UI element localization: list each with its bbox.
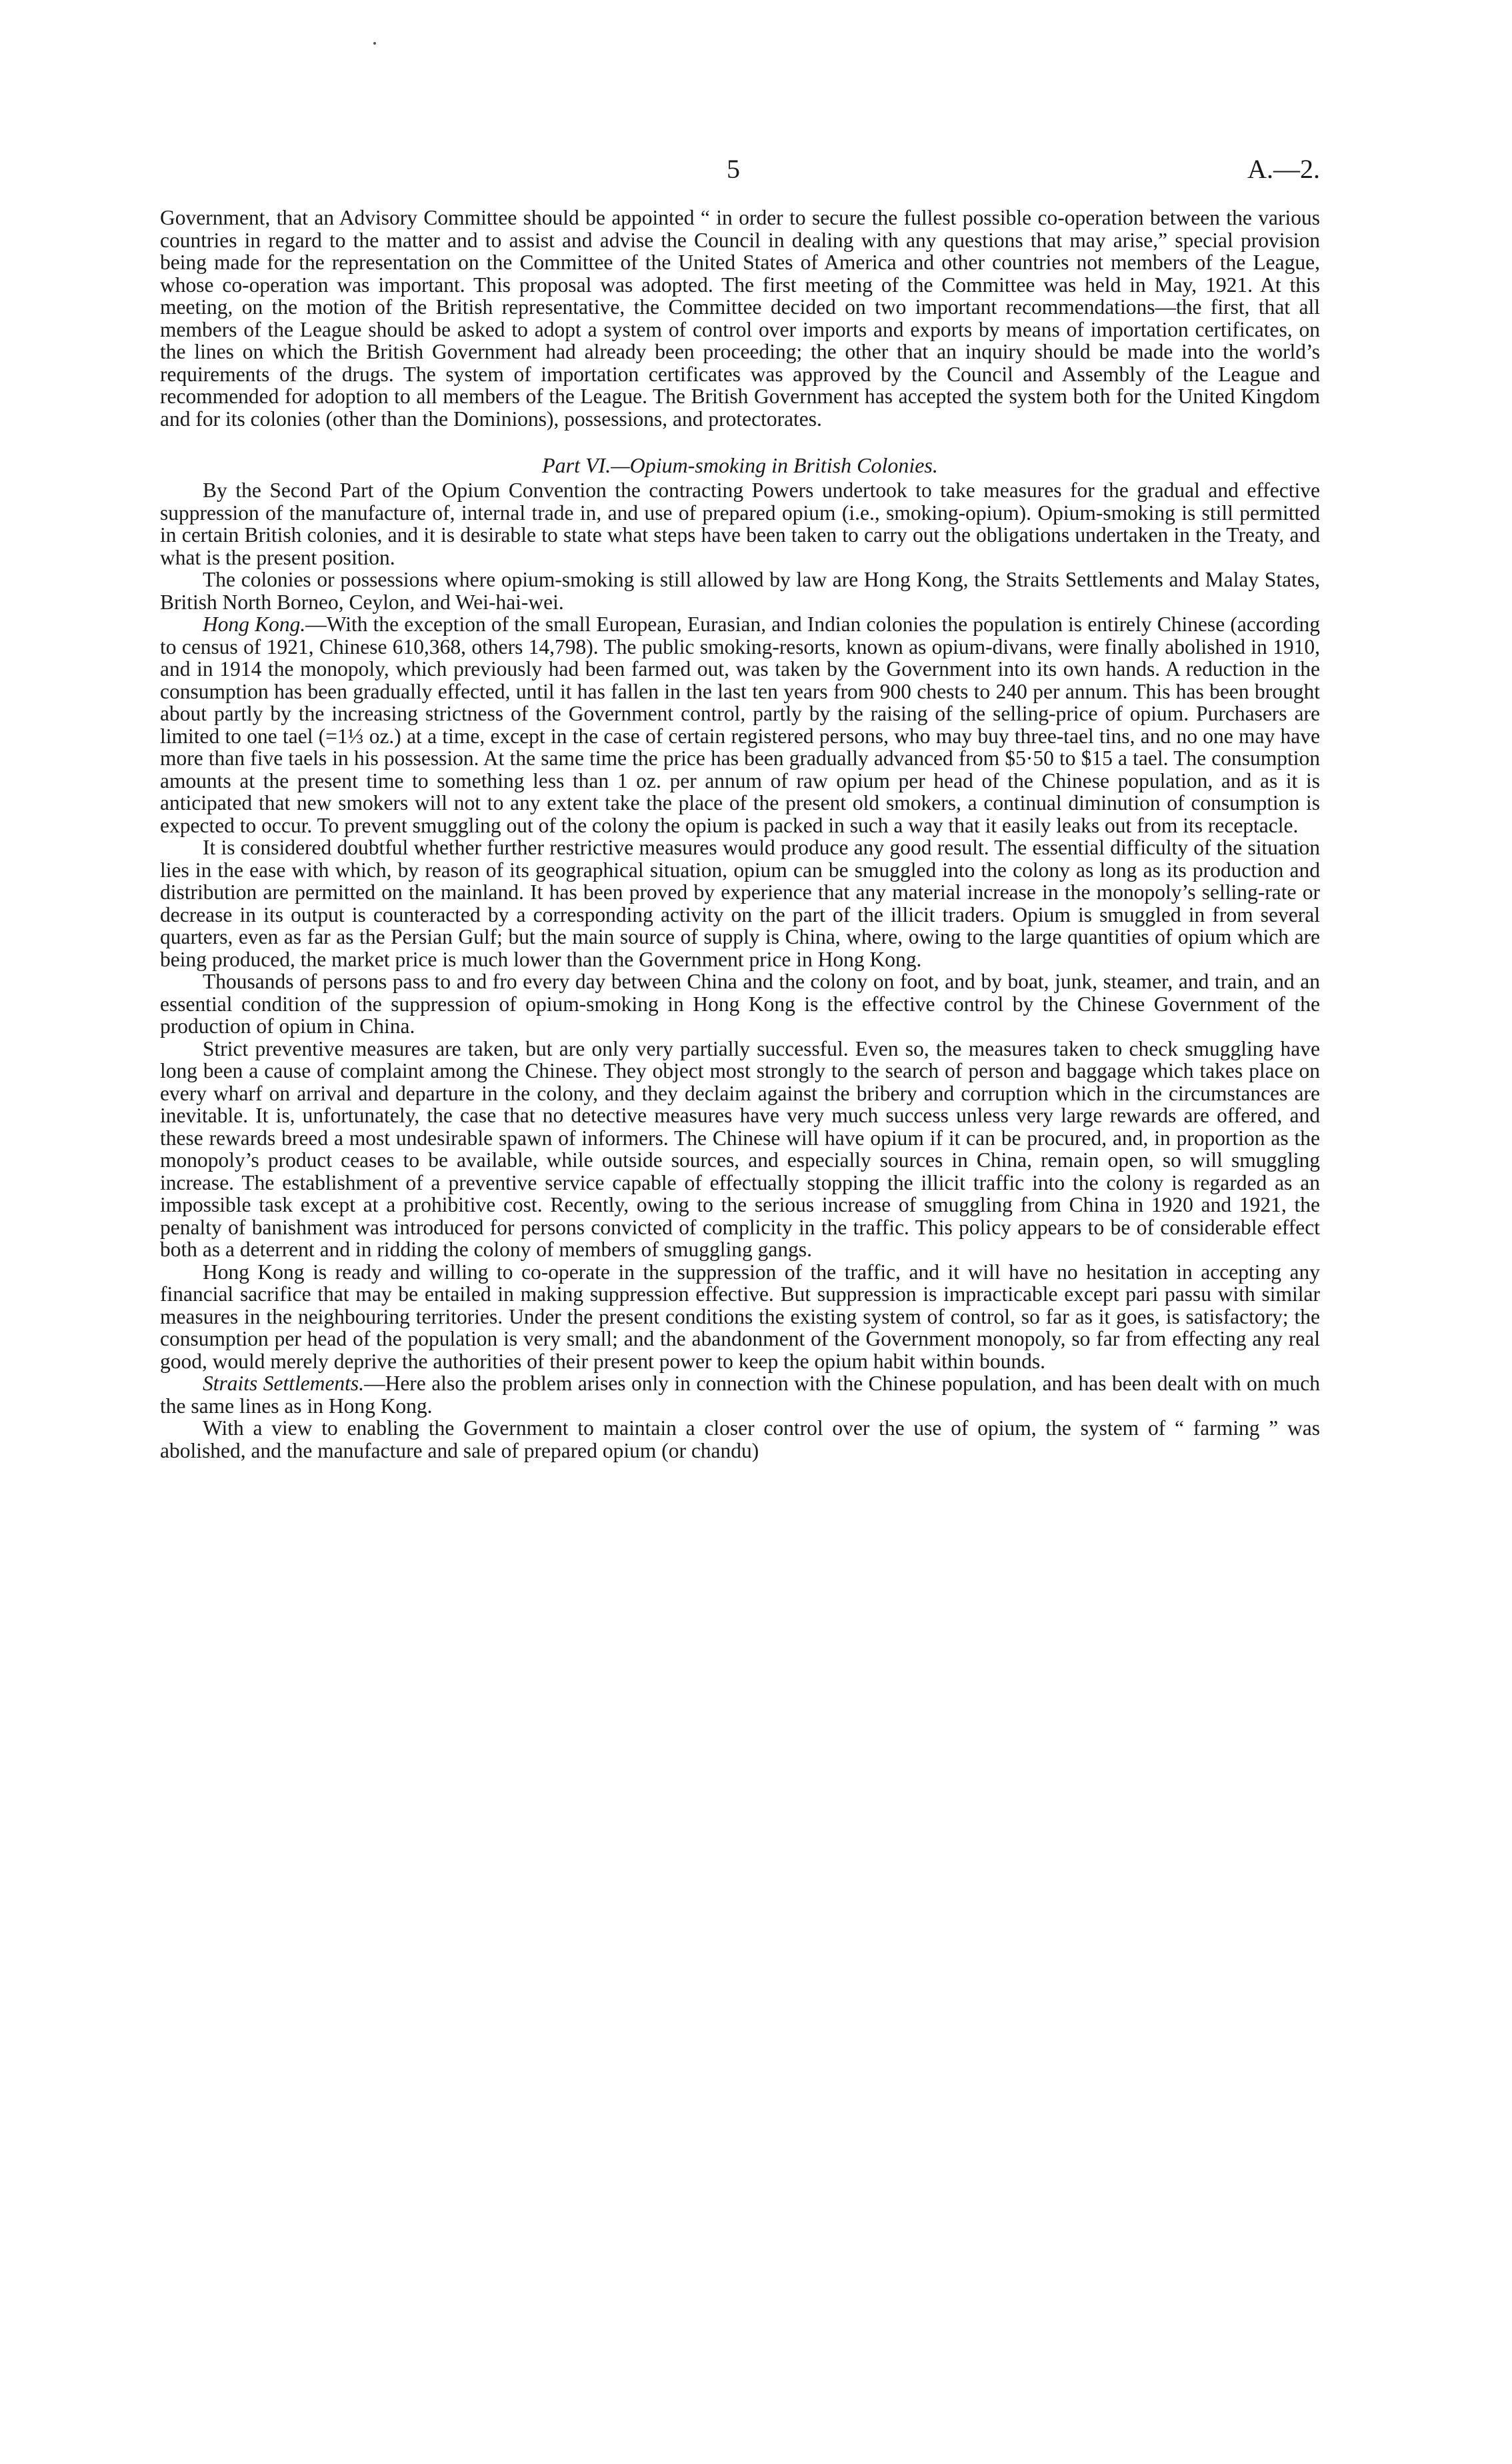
paragraph — [160, 1261, 1320, 1373]
paragraph-lead: Straits Settlements. — [203, 1372, 365, 1395]
paragraph — [160, 1038, 1320, 1261]
document-reference: A.—2. — [1247, 154, 1320, 184]
paragraph-text: Government, that an Advisory Committee should be appointed “ in order to secure the fullest possible co-operation between the various countries in regard to the matter and to assist and advise the Council in dealing with any questions that may arise,” special provision being made for the representation on the Committee of the United States of America and other countries not members of the League, whose co-operation was important. This proposal was adopted. The first meeting of the Committee was held in May, 1921. At this meeting, on the motion of the British representative, the Committee decided on two important recommendations—the first, that all members of the League should be asked to adopt a system of control over imports and exports by means of importation certificates, on the lines on which the British Government had already been proceeding; the other that an inquiry should be made into the world’s requirements of the drugs. The system of importation certificates was approved by the Council and Assembly of the League and recommended for adoption to all members of the League. The British Government has accepted the system both for the United Kingdom and for its colonies (other than the Dominions), possessions, and protectorates. — [160, 206, 1320, 431]
paragraph-text: —Here also the problem arises only in connection with the Chinese population, and has been dealt with on much the same lines as in Hong Kong. — [160, 1372, 1320, 1418]
paragraph — [160, 479, 1320, 569]
paragraph-text: Thousands of persons pass to and fro every day between China and the colony on foot, and by boat, junk, steamer, and train, and an essential condition of the suppression of opium-smoking in Hong Kong is the effective control by the Chinese Government of the production of opium in China. — [160, 970, 1320, 1038]
paragraph — [160, 1372, 1320, 1417]
paragraph — [160, 970, 1320, 1038]
paragraph-lead: Hong Kong. — [203, 613, 306, 636]
paragraph — [160, 1417, 1320, 1462]
paragraph-text: Hong Kong is ready and willing to co-operate in the suppression of the traffic, and it will have no hesitation in accepting any financial sacrifice that may be entailed in making suppression effective. But suppression is impracticable except pari passu with similar measures in the neighbouring territories. Under the present conditions the existing system of control, so far as it goes, is satisfactory; the consumption per head of the population is very small; and the abandonment of the Government monopoly, so far from effecting any real good, would merely deprive the authorities of their present power to keep the opium habit within bounds. — [160, 1260, 1320, 1373]
page-number: 5 — [727, 154, 740, 184]
paragraph-text: It is considered doubtful whether further restrictive measures would produce any good result. The essential difficulty of the situation lies in the ease with which, by reason of its geographical situation, opium can be smuggled into the colony as long as its production and distribution are permitted on the mainland. It has been proved by experience that any material increase in the monopoly’s selling-rate or decrease in its output is counteracted by a corresponding activity on the part of the illicit traders. Opium is smuggled in from several quarters, even as far as the Persian Gulf; but the main source of supply is China, where, owing to the large quantities of opium which are being produced, the market price is much lower than the Government price in Hong Kong. — [160, 836, 1320, 971]
page-header — [160, 153, 1320, 207]
paragraph-text: Strict preventive measures are taken, but are only very partially successful. Even so, the measures taken to check smuggling have long been a cause of complaint among the Chinese. They object most strongly to the search of person and baggage which takes place on every wharf on arrival and departure in the colony, and they declaim against the bribery and corruption which in the circumstances are inevitable. It is, unfortunately, the case that no detective measures have very much success unless very large rewards are offered, and these rewards breed a most undesirable spawn of informers. The Chinese will have opium if it can be procured, and, in proportion as the monopoly’s product ceases to be available, while outside sources, and especially sources in China, remain open, so will smuggling increase. The establishment of a preventive service capable of effectually stopping the illicit traffic into the colony is regarded as an impossible task except at a prohibitive cost. Recently, owing to the serious increase of smuggling from China in 1920 and 1921, the penalty of banishment was introduced for persons convicted of complicity in the traffic. This policy appears to be of considerable effect both as a deterrent and in ridding the colony of members of smuggling gangs. — [160, 1036, 1320, 1261]
paragraph — [160, 207, 1320, 430]
body-text — [160, 207, 1320, 1462]
print-speck — [373, 42, 376, 45]
paragraph-text: With a view to enabling the Government to maintain a closer control over the use of opium, the system of “ farming ” was abolished, and the manufacture and sale of prepared opium (or chandu) — [160, 1416, 1320, 1462]
paragraph — [160, 836, 1320, 970]
paragraph — [160, 613, 1320, 836]
paragraph-text: —With the exception of the small European, Eurasian, and Indian colonies the population is entirely Chinese (according to census of 1921, Chinese 610,368, others 14,798). The public smoking-resorts, known as opium-divans, were finally abolished in 1910, and in 1914 the monopoly, which previously had been farmed out, was taken by the Government into its own hands. A reduction in the consumption has been gradually effected, until it has fallen in the last ten years from 900 chests to 240 per annum. This has been brought about partly by the increasing strictness of the Government control, partly by the raising of the selling-price of opium. Purchasers are limited to one tael (=1⅓ oz.) at a time, except in the case of certain registered persons, who may buy three-tael tins, and no one may have more than five taels in his possession. At the same time the price has been gradually advanced from $5·50 to $15 a tael. The consumption amounts at the present time to something less than 1 oz. per annum of raw opium per head of the Chinese population, and as it is anticipated that new smokers will not to any extent take the place of the present old smokers, a continual diminution of consumption is expected to occur. To prevent smuggling out of the colony the opium is packed in such a way that it easily leaks out from its receptacle. — [160, 613, 1320, 837]
paragraph-text: By the Second Part of the Opium Convention the contracting Powers undertook to take measures for the gradual and effective suppression of the manufacture of, internal trade in, and use of prepared opium (i.e., smoking-opium). Opium-smoking is still permitted in certain British colonies, and it is desirable to state what steps have been taken to carry out the obligations undertaken in the Treaty, and what is the present position. — [160, 479, 1320, 569]
section-heading: Part VI.—Opium-smoking in British Colonies. — [542, 453, 938, 477]
document-page — [160, 153, 1320, 1462]
paragraph-text: The colonies or possessions where opium-smoking is still allowed by law are Hong Kong, the Straits Settlements and Malay States, British North Borneo, Ceylon, and Wei-hai-wei. — [160, 568, 1320, 614]
paragraph — [160, 569, 1320, 613]
